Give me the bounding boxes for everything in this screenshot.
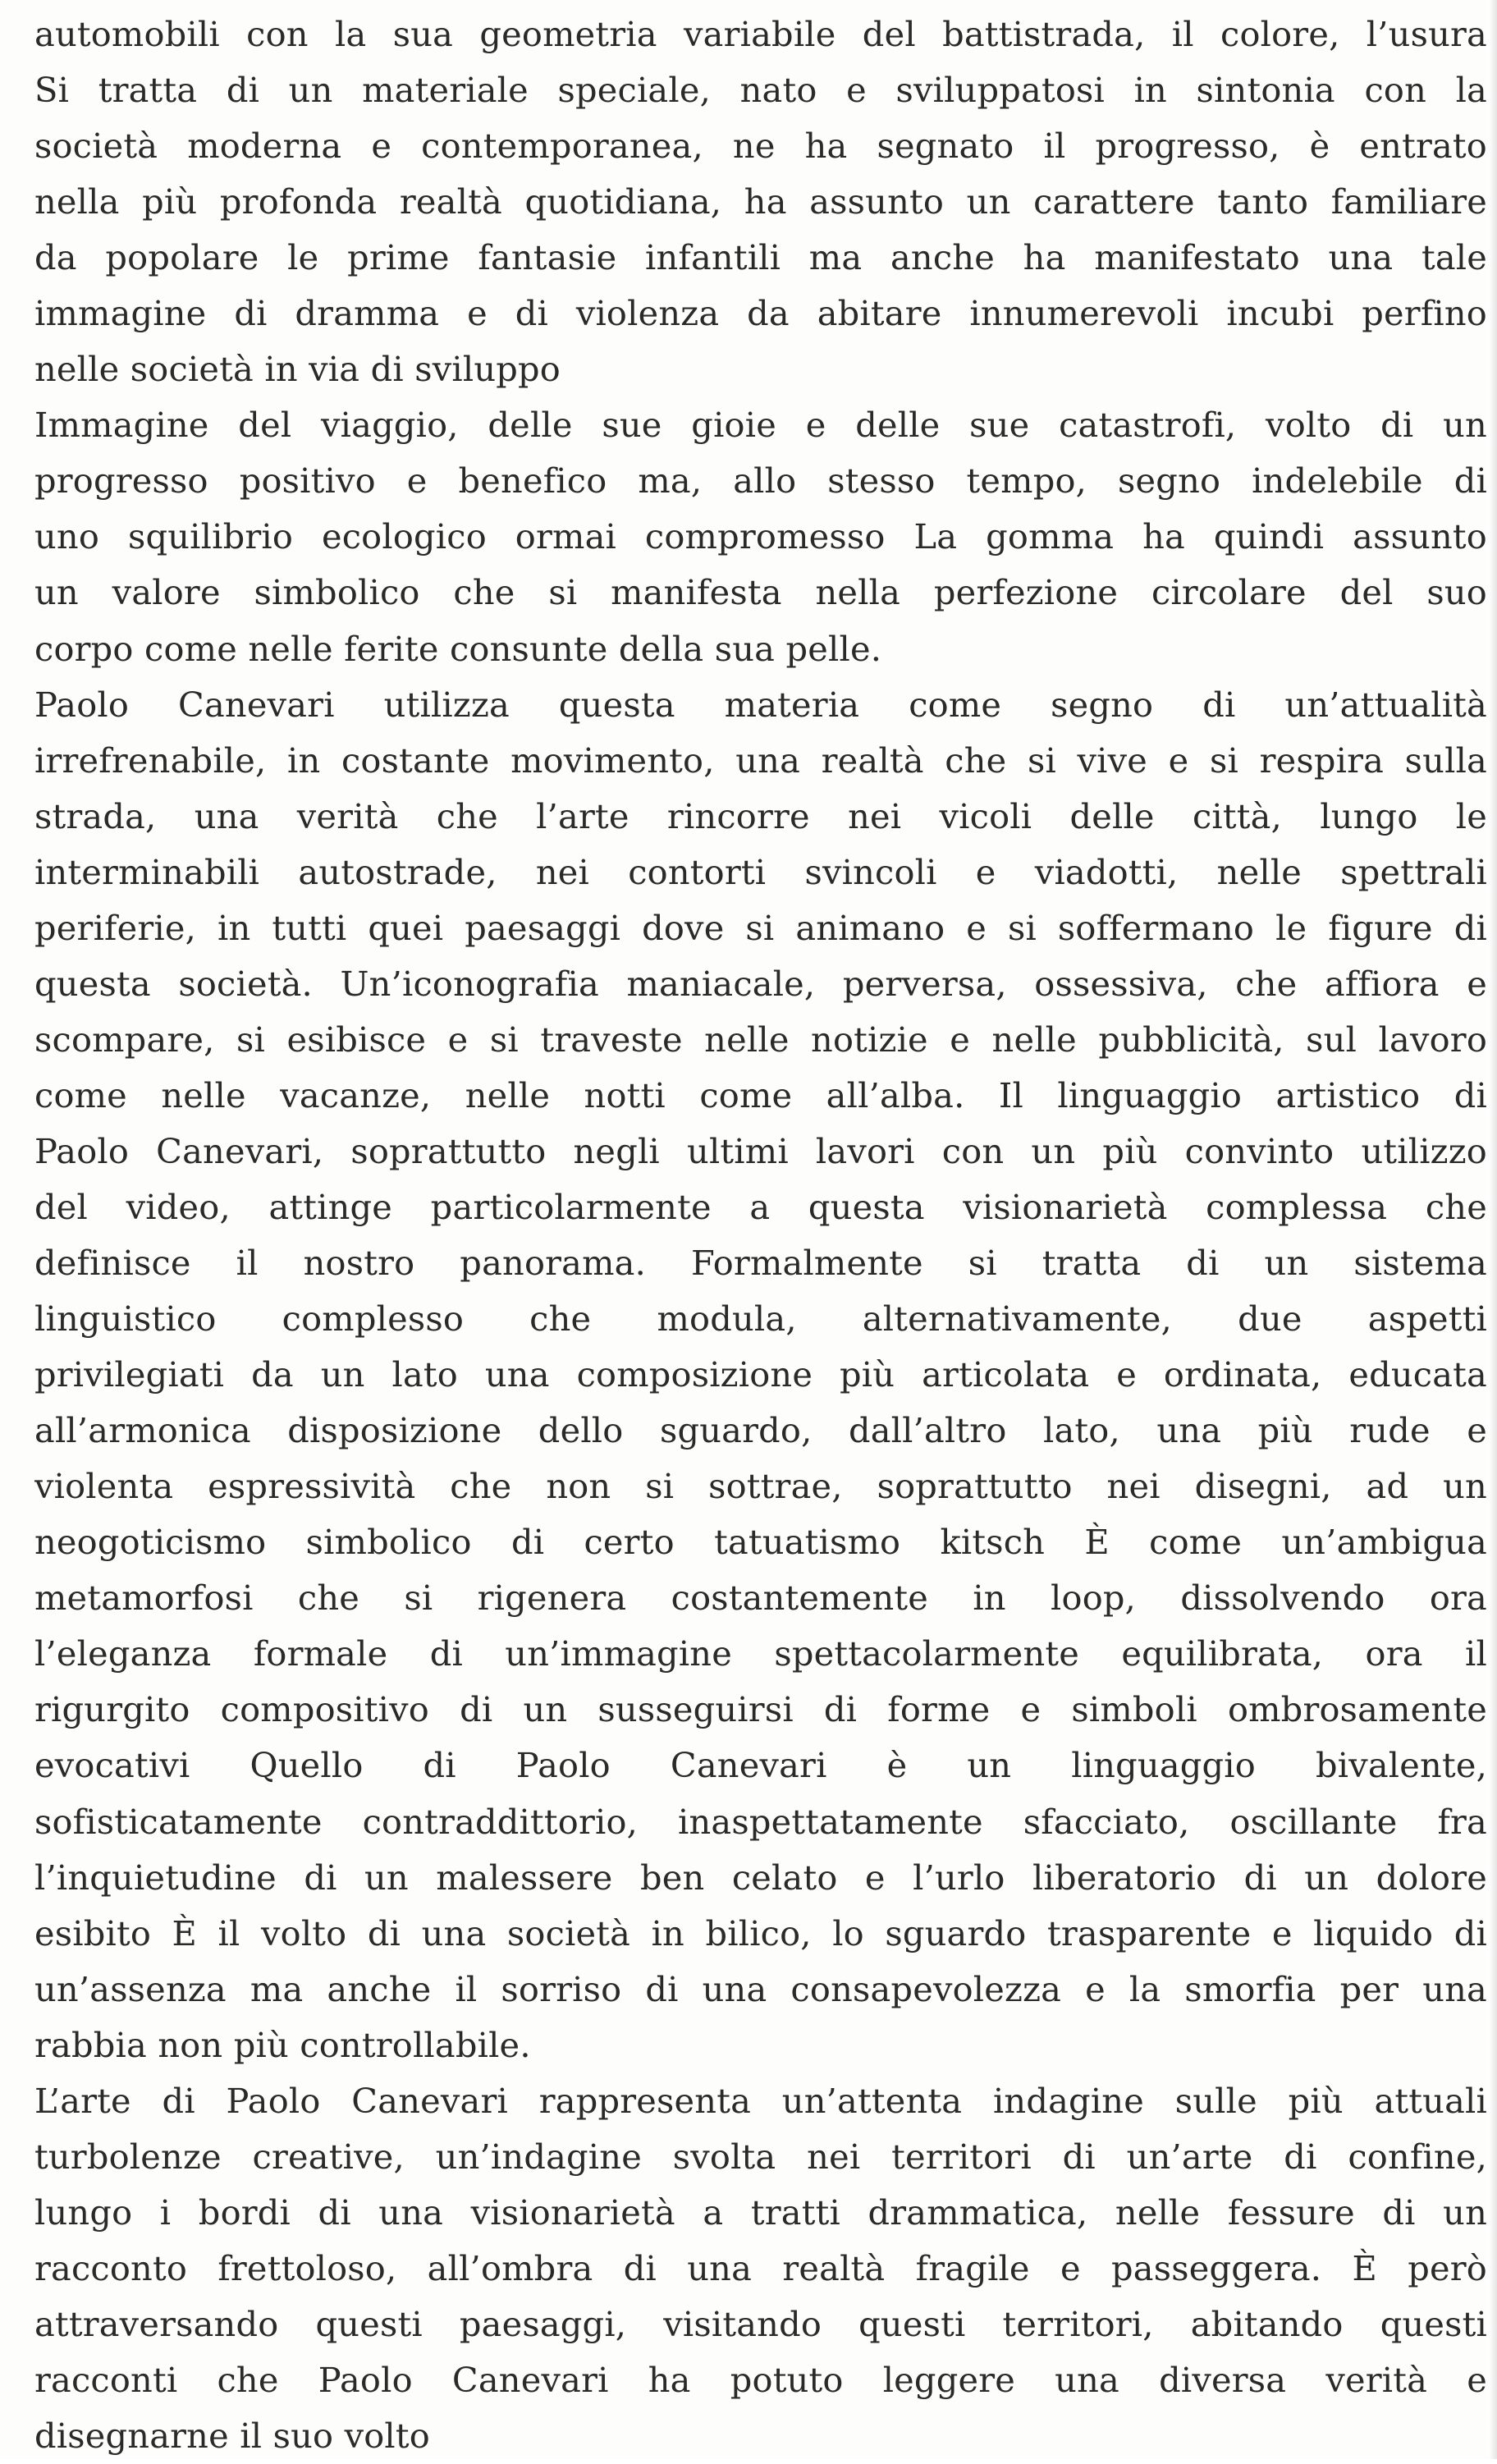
text-line: come nelle vacanze, nelle notti come all’alba. Il linguaggio artistico di	[34, 1074, 1487, 1115]
text-line: da popolare le prime fantasie infantili ma anche ha manifestato una tale	[34, 237, 1487, 278]
text-line: privilegiati da un lato una composizione più articolata e ordinata, educata	[34, 1354, 1487, 1395]
text-line: Si tratta di un materiale speciale, nato e sviluppatosi in sintonia con la	[34, 70, 1487, 111]
text-line: corpo come nelle ferite consunte della sua pelle.	[34, 628, 882, 669]
text-line: l’inquietudine di un malessere ben celato e l’urlo liberatorio di un dolore	[34, 1857, 1487, 1898]
text-line: all’armonica disposizione dello sguardo, dall’altro lato, una più rude e	[34, 1410, 1487, 1451]
text-line: un valore simbolico che si manifesta nella perfezione circolare del suo	[34, 572, 1487, 613]
text-line: sofisticatamente contraddittorio, inaspettatamente sfacciato, oscillante fra	[34, 1801, 1487, 1842]
text-line: rigurgito compositivo di un susseguirsi di forme e simboli ombrosamente	[34, 1689, 1487, 1730]
text-line: lungo i bordi di una visionarietà a tratti drammatica, nelle fessure di un	[34, 2191, 1487, 2233]
text-line: definisce il nostro panorama. Formalmente si tratta di un sistema	[34, 1243, 1487, 1284]
text-line: Paolo Canevari utilizza questa materia come segno di un’attualità	[34, 684, 1487, 725]
text-line: un’assenza ma anche il sorriso di una consapevolezza e la smorfia per una	[34, 1968, 1487, 2009]
text-line: interminabili autostrade, nei contorti svincoli e viadotti, nelle spettrali	[34, 851, 1487, 892]
text-line: questa società. Un’iconografia maniacale, perversa, ossessiva, che affiora e	[34, 963, 1487, 1004]
text-line: evocativi Quello di Paolo Canevari è un linguaggio bivalente,	[34, 1745, 1487, 1786]
text-line: irrefrenabile, in costante movimento, una realtà che si vive e si respira sulla	[34, 740, 1487, 781]
text-line: violenta espressività che non si sottrae, soprattutto nei disegni, ad un	[34, 1466, 1487, 1507]
text-line: automobili con la sua geometria variabile del battistrada, il colore, l’usura	[34, 14, 1487, 54]
text-line: racconto frettoloso, all’ombra di una realtà fragile e passeggera. È però	[34, 2247, 1487, 2288]
text-line: nella più profonda realtà quotidiana, ha assunto un carattere tanto familiare	[34, 181, 1487, 222]
text-line: rabbia non più controllabile.	[34, 2024, 531, 2065]
text-line: racconti che Paolo Canevari ha potuto leggere una diversa verità e	[34, 2359, 1487, 2400]
text-line: metamorfosi che si rigenera costantemente in loop, dissolvendo ora	[34, 1578, 1487, 1619]
text-line: attraversando questi paesaggi, visitando questi territori, abitando questi	[34, 2303, 1487, 2344]
text-line: nelle società in via di sviluppo	[34, 349, 561, 390]
text-line: disegnarne il suo volto	[34, 2416, 430, 2457]
text-line: neogoticismo simbolico di certo tatuatismo kitsch È come un’ambigua	[34, 1522, 1487, 1563]
text-line: del video, attinge particolarmente a questa visionarietà complessa che	[34, 1186, 1487, 1227]
text-line: uno squilibrio ecologico ormai compromesso La gomma ha quindi assunto	[34, 516, 1487, 557]
text-line: esibito È il volto di una società in bilico, lo sguardo trasparente e liquido di	[34, 1912, 1487, 1953]
text-line: turbolenze creative, un’indagine svolta nei territori di un’arte di confine,	[34, 2136, 1487, 2177]
body-text	[34, 7, 1487, 2464]
text-line: Paolo Canevari, soprattutto negli ultimi lavori con un più convinto utilizzo	[34, 1130, 1487, 1171]
text-line: Immagine del viaggio, delle sue gioie e delle sue catastrofi, volto di un	[34, 405, 1487, 446]
text-line: periferie, in tutti quei paesaggi dove si animano e si soffermano le figure di	[34, 907, 1487, 948]
text-line: progresso positivo e benefico ma, allo stesso tempo, segno indelebile di	[34, 460, 1487, 502]
text-line: linguistico complesso che modula, alternativamente, due aspetti	[34, 1298, 1487, 1340]
page-edge-shadow	[1489, 0, 1497, 2459]
text-line: L’arte di Paolo Canevari rappresenta un’attenta indagine sulle più attuali	[34, 2080, 1487, 2121]
text-line: immagine di dramma e di violenza da abitare innumerevoli incubi perfino	[34, 293, 1487, 334]
text-line: strada, una verità che l’arte rincorre nei vicoli delle città, lungo le	[34, 795, 1487, 836]
text-line: l’eleganza formale di un’immagine spettacolarmente equilibrata, ora il	[34, 1633, 1487, 1674]
text-line: società moderna e contemporanea, ne ha segnato il progresso, è entrato	[34, 126, 1487, 167]
text-line: scompare, si esibisce e si traveste nelle notizie e nelle pubblicità, sul lavoro	[34, 1019, 1487, 1060]
